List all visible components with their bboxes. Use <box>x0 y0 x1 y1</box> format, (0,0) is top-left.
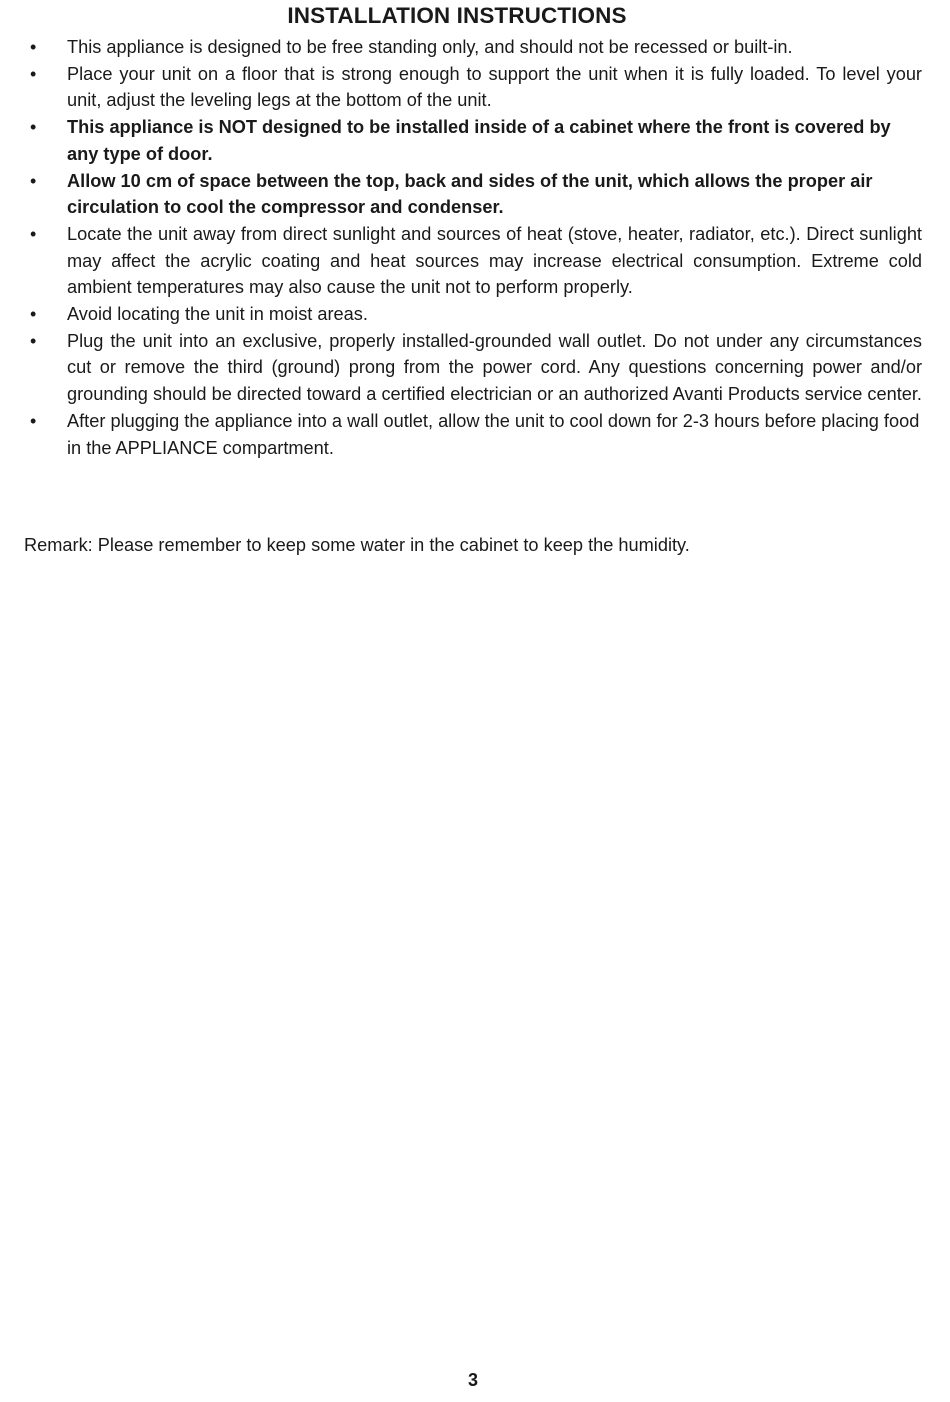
bullet-icon: • <box>30 223 37 244</box>
list-item-text: Locate the unit away from direct sunlight and sources of heat (stove, heater, radiator, etc.). Direct sunlight may affect the acrylic coating and heat sources may increase electrical consumption. Extreme cold ambient temperatures may also cause the unit not to perform properly. <box>67 223 922 298</box>
list-item <box>0 61 922 114</box>
list-item-text: Allow 10 cm of space between the top, back and sides of the unit, which allows the proper air circulation to cool the compressor and condenser. <box>67 170 873 218</box>
remark-text: Remark: Please remember to keep some water in the cabinet to keep the humidity. <box>24 535 690 555</box>
list-item <box>0 114 922 167</box>
bullet-icon: • <box>30 304 37 325</box>
list-item <box>0 34 922 61</box>
bullet-icon: • <box>30 117 37 138</box>
list-item-text: This appliance is designed to be free standing only, and should not be recessed or built-in. <box>67 37 793 57</box>
bullet-icon: • <box>30 170 37 191</box>
list-item-text: Plug the unit into an exclusive, properly installed-grounded wall outlet. Do not under any circumstances cut or remove the third (ground) prong from the power cord. Any questions concerning power and/or grounding should be directed toward a certified electrician or an authorized Avanti Products service center. <box>67 330 922 405</box>
bullet-icon: • <box>30 37 37 57</box>
list-item <box>0 168 922 221</box>
page-title: INSTALLATION INSTRUCTIONS <box>287 3 627 28</box>
list-item <box>0 328 922 408</box>
list-item <box>0 221 922 301</box>
bullet-icon: • <box>30 410 37 431</box>
page-number: 3 <box>467 1370 478 1390</box>
list-item-text: Place your unit on a floor that is strong enough to support the unit when it is fully loaded. To level your unit, adjust the leveling legs at the bottom of the unit. <box>67 63 922 111</box>
bullet-icon: • <box>30 63 37 84</box>
list-item-text: This appliance is NOT designed to be installed inside of a cabinet where the front is covered by any type of door. <box>67 117 891 164</box>
instructions-list <box>0 34 922 461</box>
list-item <box>0 408 922 461</box>
list-item-text: Avoid locating the unit in moist areas. <box>67 304 368 325</box>
list-item <box>0 301 922 328</box>
bullet-icon: • <box>30 330 37 351</box>
list-item-text: After plugging the appliance into a wall outlet, allow the unit to cool down for 2-3 hours before placing food in the APPLIANCE compartment. <box>67 410 920 458</box>
